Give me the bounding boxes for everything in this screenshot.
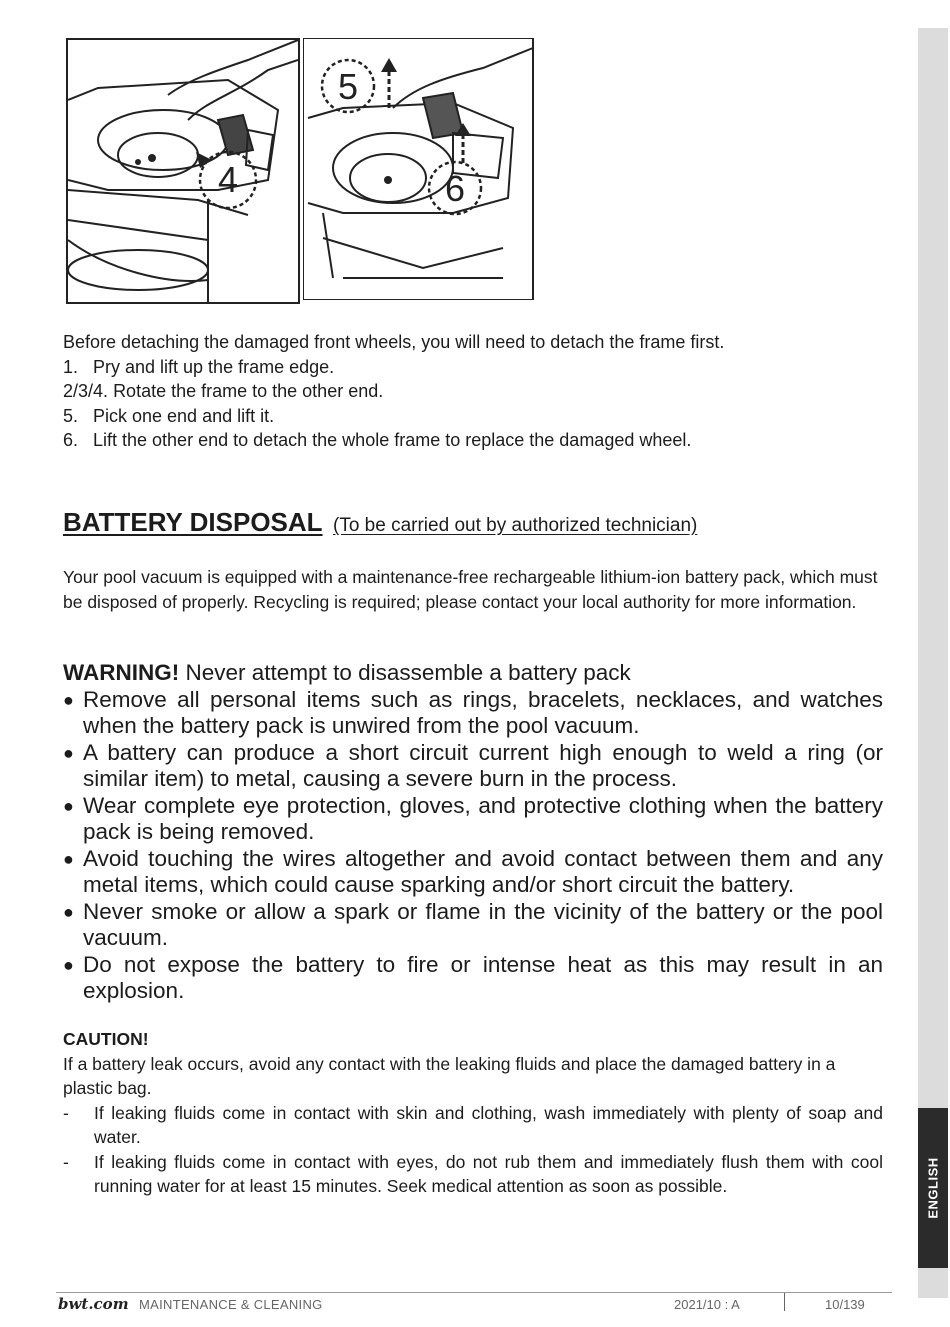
step-label-6: 6 [444, 168, 466, 209]
caution-item [63, 1150, 883, 1199]
warning-bullet [63, 952, 893, 1005]
step-text: Pick one end and lift it. [93, 405, 275, 426]
footer-separator [784, 1293, 785, 1311]
page-number: 10/139 [825, 1297, 865, 1312]
warning-bullet-text: A battery can produce a short circuit current high enough to weld a ring (or similar item) to metal, causing a severe burn in the process. [83, 739, 883, 791]
caution-text: If a battery leak occurs, avoid any contact with the leaking fluids and place the damaged battery in a plastic bag. [63, 1053, 836, 1098]
step-text: Lift the other end to detach the whole frame to replace the damaged wheel. [93, 430, 692, 450]
warning-bullet-text: Wear complete eye protection, gloves, and protective clothing when the battery pack is being removed. [83, 792, 883, 844]
bullet-icon: ● [63, 795, 74, 816]
warning-block [63, 660, 893, 1005]
bullet-icon: ● [63, 689, 74, 710]
warning-bullet-text: Remove all personal items such as rings, bracelets, necklaces, and watches when the battery pack is unwired from the pool vacuum. [83, 686, 883, 738]
caution-item [63, 1101, 883, 1150]
warning-bullet [63, 740, 893, 793]
brand-logo: bwt.com [58, 1295, 129, 1313]
warning-bullet [63, 793, 893, 846]
step-text: Rotate the frame to the other end. [113, 381, 384, 401]
footer-divider [56, 1292, 892, 1293]
warning-bullet [63, 899, 893, 952]
language-tab [918, 1108, 948, 1268]
step-number: 2/3/4. [63, 381, 109, 401]
footer-revision-date: 2021/10 : A [674, 1297, 740, 1312]
figure-steps-5-6 [303, 38, 777, 300]
illustration-frame-lift [303, 38, 777, 300]
step-item [63, 355, 903, 380]
section-intro: Your pool vacuum is equipped with a maintenance-free rechargeable lithium-ion battery pack, which must be disposed of properly. Recycling is required; please contact your local authority for more information. [63, 567, 878, 612]
step-label-4: 4 [217, 159, 239, 200]
bullet-icon: ● [63, 954, 74, 975]
warning-bullet-text: Never smoke or allow a spark or flame in the vicinity of the battery or the pool vacuum. [83, 898, 883, 950]
language-tab-label: ENGLISH [925, 1157, 941, 1219]
bullet-icon: ● [63, 901, 74, 922]
warning-bullet-text: Avoid touching the wires altogether and avoid contact between them and any metal items, which could cause sparking and/or short circuit the battery. [83, 845, 883, 897]
warning-bullet-text: Do not expose the battery to fire or intense heat as this may result in an explosion. [83, 951, 883, 1003]
figure-step-4 [66, 38, 300, 304]
step-number: 5. [63, 405, 79, 426]
frame-removal-steps [63, 330, 903, 453]
steps-intro: Before detaching the damaged front wheels, you will need to detach the frame first. [63, 332, 725, 352]
step-item [63, 404, 903, 429]
step-number: 1. [63, 356, 79, 377]
caution-block [63, 1027, 883, 1199]
bullet-icon: ● [63, 848, 74, 869]
section-heading [63, 507, 697, 538]
step-text: Pry and lift up the frame edge. [93, 356, 335, 377]
illustration-frame-rotate [68, 40, 298, 302]
footer-section-name: MAINTENANCE & CLEANING [139, 1297, 323, 1312]
step-item [63, 379, 903, 404]
step-item [63, 428, 903, 453]
warning-bullet [63, 846, 893, 899]
dash-marker: - [63, 1151, 69, 1172]
caution-item-text: If leaking fluids come in contact with skin and clothing, wash immediately with plenty of soap and water. [94, 1102, 883, 1147]
warning-label: WARNING! [63, 660, 180, 685]
caution-item-text: If leaking fluids come in contact with eyes, do not rub them and immediately flush them with cool running water for at least 15 minutes. Seek medical attention as soon as possible. [94, 1151, 883, 1196]
warning-header [63, 660, 893, 687]
section-title: BATTERY DISPOSAL [63, 507, 323, 537]
warning-text: Never attempt to disassemble a battery pack [185, 660, 631, 685]
step-number: 6. [63, 430, 79, 450]
section-subtitle: (To be carried out by authorized technician) [333, 515, 698, 536]
warning-bullet [63, 687, 893, 740]
caution-label: CAUTION! [63, 1029, 149, 1049]
dash-marker: - [63, 1102, 69, 1123]
step-label-5: 5 [337, 66, 359, 107]
bullet-icon: ● [63, 742, 74, 763]
